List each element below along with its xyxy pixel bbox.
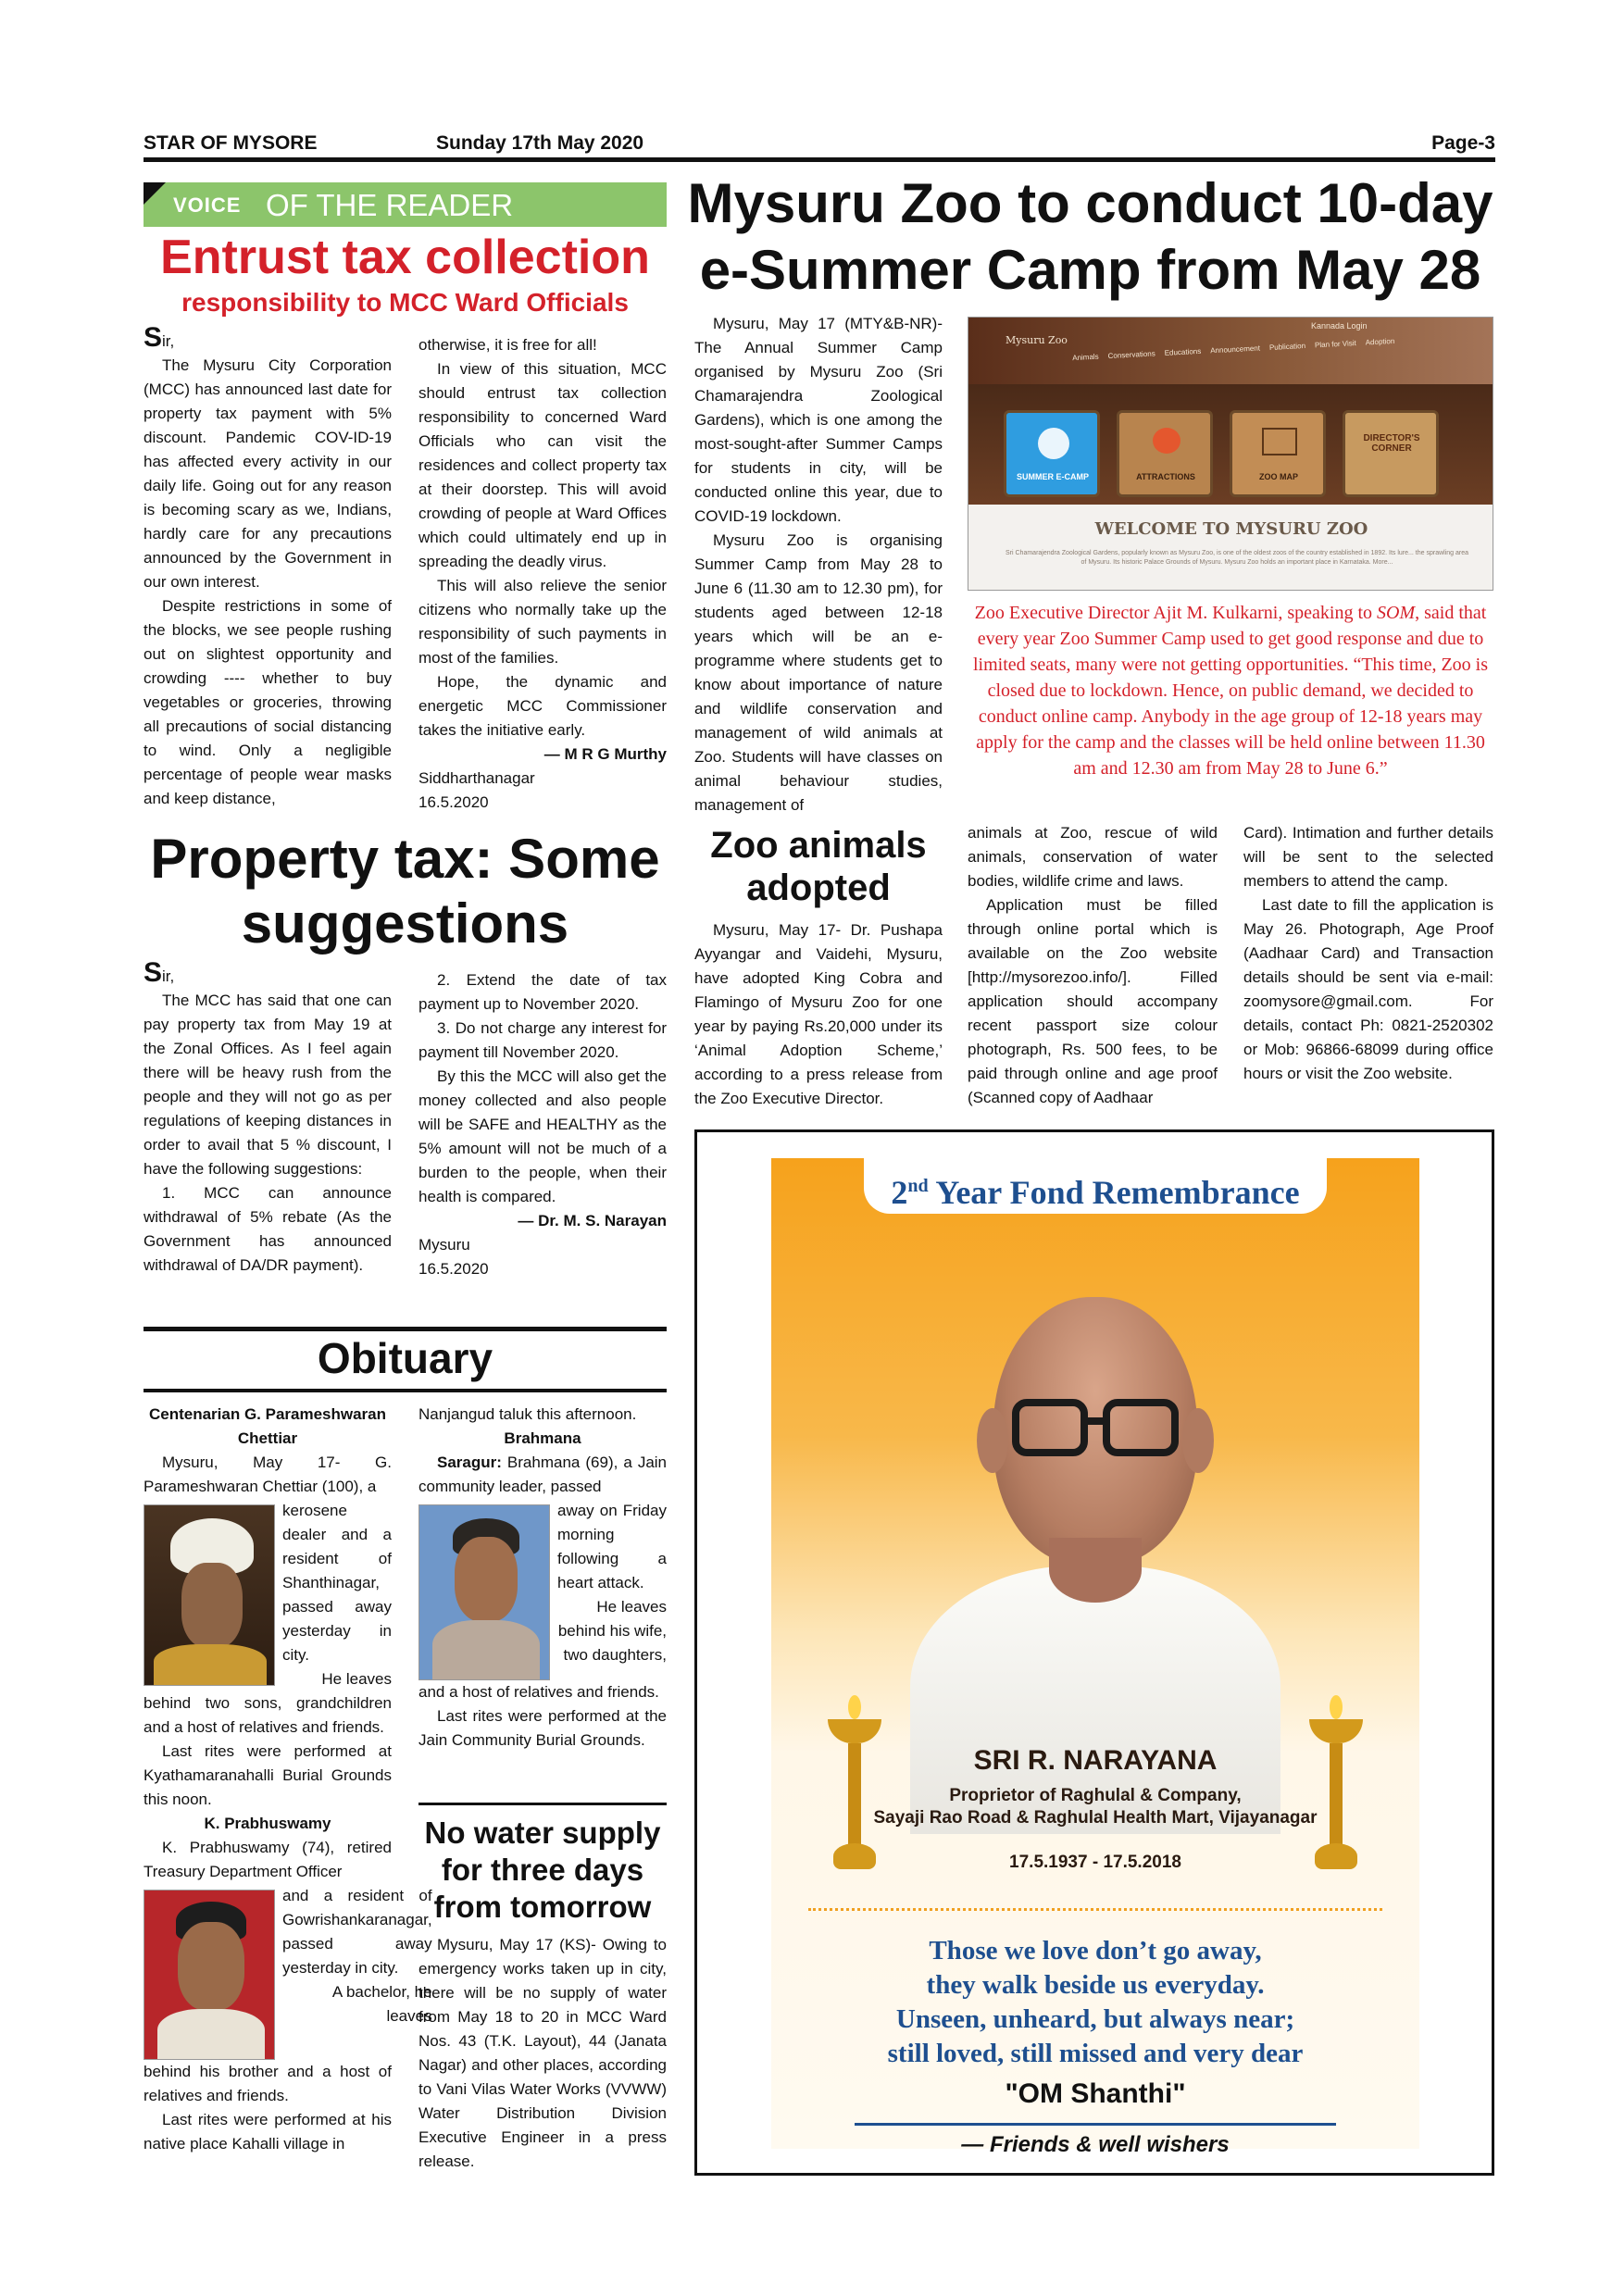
board-label: SUMMER E-CAMP bbox=[1017, 472, 1089, 481]
glasses-right bbox=[1103, 1399, 1179, 1456]
site-nav-top: Kannada Login bbox=[1311, 321, 1368, 331]
voice-column-1 bbox=[144, 322, 392, 811]
caption-text: , said that every year Zoo Summer Camp used to get good response and due to limited seats, many were not getting opportunities. “This time, Zoo is closed due to lockdown. Hence, on public demand, we decided to conduct online camp. Anybody in the age group of 12-18 years may apply for the camp and the classes will be held online between 11.30 am and 12.30 am from May 28 to June 6.” bbox=[972, 603, 1488, 779]
voice-banner bbox=[144, 182, 667, 227]
paragraph: otherwise, it is free for all! bbox=[418, 336, 597, 354]
nav-item[interactable]: Plan for Visit bbox=[1314, 339, 1356, 350]
signature: — M R G Murthy bbox=[543, 745, 667, 763]
dropcap: S bbox=[144, 957, 163, 988]
signature: — Dr. M. S. Narayan bbox=[518, 1212, 667, 1229]
masthead: STAR OF MYSORE bbox=[144, 132, 318, 154]
board-label: ATTRACTIONS bbox=[1136, 472, 1195, 481]
headline-line: Property tax: Some bbox=[150, 828, 660, 890]
verse-line: they walk beside us everyday. bbox=[926, 1970, 1265, 2000]
site-welcome: WELCOME TO MYSURU ZOO bbox=[1094, 519, 1368, 539]
nav-item[interactable]: Conservations bbox=[1107, 349, 1156, 361]
board-directors-corner[interactable] bbox=[1343, 410, 1439, 497]
ad-title bbox=[891, 1174, 1299, 1211]
place-bold: Saragur: bbox=[437, 1454, 502, 1471]
site-navbar bbox=[968, 318, 1493, 384]
property-column-2 bbox=[418, 968, 667, 1281]
lamp-bowl bbox=[1309, 1719, 1363, 1743]
ear-right bbox=[1182, 1408, 1214, 1473]
paragraph: Last rites were performed at Kyathamaranahalli Burial Grounds this noon. bbox=[144, 1742, 392, 1808]
flame bbox=[1330, 1695, 1343, 1719]
water-rule bbox=[418, 1803, 667, 1805]
nav-item[interactable]: Publication bbox=[1268, 341, 1306, 352]
paragraph: Application must be filled through online portal which is available on the Zoo website [http://mysorezoo.info/]. Filled application should accompany recent passport size colour photograph, Rs. 500 fees, to be paid through online and age proof (Scanned copy of Aadhaar bbox=[968, 896, 1218, 1106]
adopted-body bbox=[694, 918, 943, 1111]
ad-verse bbox=[771, 1934, 1419, 2071]
board-zoo-map[interactable] bbox=[1230, 410, 1326, 497]
paragraph: Despite restrictions in some of the blocks, we see people rushing out on slightest opportunity and crowding ---- whether to buy vegetables or groceries, throwing all precautions of social distancing to wind. Only a negligible percentage of people wear masks and keep distance, bbox=[144, 597, 392, 807]
lamp-bowl bbox=[828, 1719, 881, 1743]
headline-line: for three days bbox=[441, 1853, 644, 1887]
paragraph: 1. MCC can announce withdrawal of 5% rebate (As the Government has announced withdrawal of DA/DR payment). bbox=[144, 1184, 392, 1274]
zoo-column-3 bbox=[1243, 821, 1493, 1086]
nav-item[interactable]: Announcement bbox=[1209, 343, 1261, 356]
paw-icon bbox=[1153, 428, 1181, 454]
verse-line: Those we love don’t go away, bbox=[929, 1936, 1262, 1965]
paragraph: Mysuru, May 17 (MTY&B-NR)- The Annual Summer Camp organised by Mysuru Zoo (Sri Chamarajendra Zoological Gardens), which is one among the most-sought-after Summer Camps for students in city, will be conducted online this year, due to COVID-19 lockdown. bbox=[694, 315, 943, 525]
obituary-rule-bottom bbox=[144, 1389, 667, 1392]
paragraph: Hope, the dynamic and energetic MCC Commissioner takes the initiative early. bbox=[418, 673, 667, 739]
salutation: ir, bbox=[162, 332, 175, 350]
face bbox=[181, 1563, 243, 1648]
ad-from-rule bbox=[855, 2123, 1336, 2126]
water-body bbox=[418, 1933, 667, 2174]
title-rest: Year Fond Remembrance bbox=[928, 1174, 1300, 1211]
board-label: ZOO MAP bbox=[1259, 472, 1298, 481]
obituary-column-2 bbox=[418, 1403, 667, 1753]
kids-icon bbox=[1038, 428, 1069, 459]
headline-line: Mysuru Zoo to conduct 10-day bbox=[687, 172, 1493, 234]
ad-divider bbox=[808, 1908, 1382, 1911]
banner-corner bbox=[144, 182, 166, 205]
water-headline bbox=[418, 1815, 667, 1926]
property-column-1 bbox=[144, 957, 392, 1278]
paragraph: behind his brother and a host of relatives and friends. bbox=[144, 2063, 392, 2104]
headline-line: No water supply bbox=[424, 1816, 661, 1850]
remembrance-ad bbox=[694, 1129, 1494, 2176]
paragraph: animals at Zoo, rescue of wild animals, conservation of water bodies, wildlife crime and laws. bbox=[968, 824, 1218, 890]
obit-wrap bbox=[144, 1499, 392, 1691]
paragraph: behind two sons, grandchildren and a host of relatives and friends. bbox=[144, 1694, 392, 1736]
face bbox=[178, 1922, 244, 2011]
paragraph: kerosene dealer and a resident of Shanthinagar, passed away yesterday in city. bbox=[282, 1502, 392, 1664]
obit-wrap bbox=[144, 1884, 432, 2060]
obituary-column-1 bbox=[144, 1403, 432, 2156]
name-line: Centenarian G. Parameshwaran bbox=[148, 1405, 387, 1423]
paragraph: Last date to fill the application is May 26. Photograph, Age Proof (Aadhaar Card) and Transaction details should be sent via e-mail: zoomysore@gmail.com. For details, contact Ph: 0821-2520302 or Mob: 96866-68099 during office hours or visit the Zoo website. bbox=[1243, 896, 1493, 1082]
adopted-headline bbox=[694, 824, 943, 909]
ad-name: SRI R. NARAYANA bbox=[973, 1745, 1218, 1776]
glasses-left bbox=[1012, 1399, 1088, 1456]
paragraph: The MCC has said that one can pay property tax from May 19 at the Zonal Offices. As I feel again there will be heavy rush from the people and they will not go as per regulations of keeping distances in order to avail that 5 % discount, I have the following suggestions: bbox=[144, 992, 392, 1178]
shirt bbox=[157, 2009, 265, 2060]
flame bbox=[848, 1695, 861, 1719]
paragraph: He leaves bbox=[321, 1670, 392, 1688]
place: Mysuru bbox=[418, 1236, 470, 1254]
paragraph: Mysuru Zoo is organising Summer Camp from May 28 to June 6 (11.30 am to 12.30 pm), for students aged between 12-18 years which will be an e-programme where students get to know about importance of nature and wildlife conservation and management of wild animals at Zoo. Students will have classes on animal behaviour studies, management of bbox=[694, 531, 943, 814]
glasses-bridge bbox=[1086, 1417, 1105, 1425]
paragraph: and a host of relatives and friends. bbox=[418, 1683, 659, 1701]
board-attractions[interactable] bbox=[1117, 410, 1213, 497]
site-nav bbox=[1072, 337, 1395, 362]
headline-line: from tomorrow bbox=[433, 1890, 652, 1924]
paragraph: He leaves behind his wife, two daughters, bbox=[557, 1598, 667, 1664]
paragraph: K. Prabhuswamy (74), retired Treasury Department Officer bbox=[144, 1839, 392, 1880]
site-blurb: Sri Chamarajendra Zoological Gardens, popularly known as Mysuru Zoo, is one of the oldest zoos of the country established in 1892. Its lure... the sprawling area of Mysuru. Its historic Palace Grounds of Mysuru. Mysuru Zoo holds an important place in Karnataka. More... bbox=[1006, 550, 1468, 566]
paragraph: Brahmana (69), a Jain community leader, passed bbox=[418, 1454, 667, 1495]
zoo-website-photo bbox=[968, 317, 1493, 591]
paragraph: and a resident of Gowrishankaranagar, passed away yesterday in city. bbox=[282, 1887, 432, 1977]
paragraph: Last rites were performed at the Jain Community Burial Grounds. bbox=[418, 1707, 667, 1749]
paragraph: 2. Extend the date of tax payment up to November 2020. bbox=[418, 971, 667, 1013]
letter-date: 16.5.2020 bbox=[418, 1260, 489, 1278]
zoo-column-2 bbox=[968, 821, 1218, 1110]
portrait-photo bbox=[144, 1890, 275, 2060]
headline-line: adopted bbox=[746, 867, 891, 908]
voice-tag: VOICE bbox=[173, 193, 242, 217]
title-number: 2 bbox=[891, 1174, 908, 1211]
ad-om-shanthi: "OM Shanthi" bbox=[1005, 2078, 1186, 2109]
oil-lamp-left bbox=[822, 1695, 887, 1871]
paragraph: away on Friday morning following a heart attack. bbox=[557, 1502, 667, 1591]
site-logo: Mysuru Zoo bbox=[1006, 334, 1068, 346]
headline-line: suggestions bbox=[241, 892, 569, 955]
ad-dates: 17.5.1937 - 17.5.2018 bbox=[1009, 1853, 1181, 1872]
dropcap: S bbox=[144, 322, 163, 353]
paragraph: By this the MCC will also get the money collected and also people will be SAFE and HEALTHY as the 5% amount will not be much of a burden to the people, when their health is compared. bbox=[418, 1067, 667, 1205]
board-summer-camp[interactable] bbox=[1004, 410, 1100, 497]
voice-subhead: responsibility to MCC Ward Officials bbox=[181, 288, 629, 317]
caption-text: Zoo Executive Director Ajit M. Kulkarni, speaking to bbox=[974, 603, 1378, 623]
name-line: Chettiar bbox=[237, 1429, 298, 1447]
voice-column-2 bbox=[418, 333, 667, 815]
obituary-rule-top bbox=[144, 1327, 667, 1331]
headline-line: e-Summer Camp from May 28 bbox=[699, 239, 1481, 301]
voice-tag-rest: OF THE READER bbox=[266, 188, 514, 222]
verse-line: Unseen, unheard, but always near; bbox=[895, 2004, 1295, 2034]
face bbox=[455, 1537, 518, 1622]
paragraph: Card). Intimation and further details will be sent to the selected members to attend the camp. bbox=[1243, 824, 1493, 890]
paragraph: Mysuru, May 17- Dr. Pushapa Ayyangar and Vaidehi, Mysuru, have adopted King Cobra and Flamingo of Mysuru Zoo for one year by paying Rs.20,000 under its ‘Animal Adoption Scheme,’ according to a press release from the Zoo Executive Director. bbox=[694, 921, 943, 1107]
paragraph: This will also relieve the senior citizens who normally take up the responsibility of such payments in most of the families. bbox=[418, 577, 667, 667]
voice-headline: Entrust tax collection bbox=[160, 231, 650, 284]
place: Siddharthanagar bbox=[418, 769, 535, 787]
paragraph: The Mysuru City Corporation (MCC) has announced last date for property tax payment with 5% discount. Pandemic COV-ID-19 has affected every activity in our daily life. Going out for any reason is becoming scary as we, Indians, hardly care for any precautions announced by the Government in our own interest. bbox=[144, 356, 392, 591]
oil-lamp-right bbox=[1304, 1695, 1368, 1871]
title-sup: nd bbox=[907, 1176, 929, 1196]
headline-line: Zoo animals bbox=[710, 825, 927, 866]
portrait-photo bbox=[418, 1504, 550, 1680]
obituary-title: Obituary bbox=[317, 1334, 493, 1382]
ear-left bbox=[977, 1408, 1008, 1473]
map-icon bbox=[1262, 428, 1297, 455]
nav-item[interactable]: Adoption bbox=[1365, 336, 1395, 347]
obituary-name: K. Prabhuswamy bbox=[204, 1815, 331, 1832]
zoo-photo-caption bbox=[968, 600, 1493, 781]
caption-som: SOM bbox=[1377, 603, 1416, 623]
salutation: ir, bbox=[162, 967, 175, 985]
portrait-photo bbox=[144, 1504, 275, 1686]
page-header bbox=[144, 132, 1495, 162]
paragraph: A bachelor, he leaves bbox=[331, 1983, 432, 2025]
ad-line2: Sayaji Rao Road & Raghulal Health Mart, Vijayanagar bbox=[873, 1808, 1318, 1828]
paragraph: Mysuru, May 17 (KS)- Owing to emergency works taken up in city, there will be no supply of water from May 18 to 20 in MCC Ward Nos. 43 (T.K. Layout), 44 (Janata Nagar) and other places, according to Vani Vilas Water Works (VVWW) Water Distribution Division Executive Engineer in a press release. bbox=[418, 1936, 667, 2170]
obit-wrap bbox=[418, 1499, 667, 1680]
ad-from: — Friends & well wishers bbox=[961, 2132, 1230, 2157]
ad-title-banner bbox=[864, 1158, 1327, 1214]
garland bbox=[154, 1644, 267, 1686]
page-number: Page-3 bbox=[1431, 132, 1495, 154]
paragraph: In view of this situation, MCC should entrust tax collection responsibility to concerned Ward Officials who can visit the residences and collect property tax at their doorstep. This will avoid crowding of people at Ward Offices which could ultimately end up in spreading the deadly virus. bbox=[418, 360, 667, 570]
neck bbox=[1049, 1538, 1142, 1603]
nav-item[interactable]: Educations bbox=[1164, 346, 1202, 357]
verse-line: still loved, still missed and very dear bbox=[887, 2039, 1304, 2068]
paragraph: Mysuru, May 17- G. Parameshwaran Chettiar (100), a bbox=[144, 1454, 392, 1495]
shirt bbox=[432, 1620, 540, 1680]
paragraph: 3. Do not charge any interest for payment till November 2020. bbox=[418, 1019, 667, 1061]
ad-line1: Proprietor of Raghulal & Company, bbox=[949, 1786, 1242, 1805]
zoo-column-1 bbox=[694, 312, 943, 817]
ad-card bbox=[771, 1158, 1419, 2157]
paragraph: Last rites were performed at his native place Kahalli village in bbox=[144, 2111, 392, 2152]
obituary-name: Brahmana bbox=[504, 1429, 581, 1447]
letter-date: 16.5.2020 bbox=[418, 793, 489, 811]
obituary-name bbox=[144, 1403, 392, 1451]
property-headline bbox=[144, 827, 667, 956]
board-label: DIRECTOR'S CORNER bbox=[1363, 433, 1420, 454]
nav-item[interactable]: Animals bbox=[1072, 352, 1099, 363]
paragraph: Nanjangud taluk this afternoon. bbox=[418, 1405, 637, 1423]
issue-date: Sunday 17th May 2020 bbox=[436, 132, 644, 154]
zoo-headline bbox=[685, 170, 1495, 304]
